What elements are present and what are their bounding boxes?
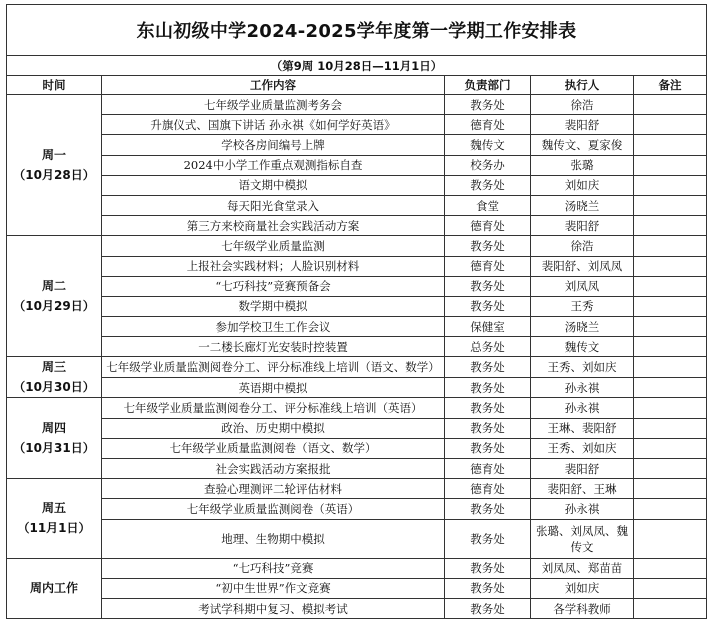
task-content: 英语期中模拟 <box>102 377 445 398</box>
task-content: 社会实践活动方案报批 <box>102 459 445 479</box>
week-range: （第9周 10月28日—11月1日） <box>7 56 707 76</box>
task-dept: 教务处 <box>445 276 531 296</box>
task-note <box>634 95 707 115</box>
day-cell <box>7 357 102 398</box>
task-dept: 教务处 <box>445 558 531 578</box>
task-note <box>634 438 707 458</box>
table-row <box>7 135 707 155</box>
task-person: 裴阳舒 <box>531 459 634 479</box>
task-dept: 教务处 <box>445 398 531 418</box>
task-note <box>634 175 707 195</box>
task-person: 汤晓兰 <box>531 195 634 215</box>
task-person: 王琳、裴阳舒 <box>531 418 634 438</box>
table-row <box>7 236 707 256</box>
task-person: 徐浩 <box>531 236 634 256</box>
task-person: 张璐、刘凤凤、魏传文 <box>531 519 634 558</box>
task-content: 七年级学业质量监测考务会 <box>102 95 445 115</box>
day-name: 周一 <box>41 148 66 163</box>
day-name: 周内工作 <box>29 581 78 596</box>
table-row <box>7 499 707 519</box>
task-note <box>634 357 707 378</box>
task-person: 王秀 <box>531 296 634 316</box>
task-note <box>634 236 707 256</box>
task-dept: 教务处 <box>445 519 531 558</box>
task-note <box>634 317 707 337</box>
table-row <box>7 459 707 479</box>
task-note <box>634 115 707 135</box>
task-note <box>634 398 707 418</box>
task-dept: 教务处 <box>445 175 531 195</box>
table-row <box>7 317 707 337</box>
day-date: （10月28日） <box>13 168 95 183</box>
table-row <box>7 357 707 378</box>
header-row <box>7 76 707 95</box>
task-content: 地理、生物期中模拟 <box>102 519 445 558</box>
task-note <box>634 418 707 438</box>
day-name: 周二 <box>41 279 66 294</box>
task-person: 裴阳舒 <box>531 115 634 135</box>
task-content: 第三方来校商量社会实践活动方案 <box>102 216 445 236</box>
table-row <box>7 256 707 276</box>
day-name: 周四 <box>41 421 66 436</box>
task-person: 王秀、刘如庆 <box>531 357 634 378</box>
day-date: （11月1日） <box>17 521 91 536</box>
table-row <box>7 195 707 215</box>
day-date: （10月30日） <box>13 380 95 395</box>
task-dept: 保健室 <box>445 317 531 337</box>
table-row <box>7 95 707 115</box>
task-content: 七年级学业质量监测阅卷分工、评分标准线上培训（语文、数学） <box>102 357 445 378</box>
task-content: 数学期中模拟 <box>102 296 445 316</box>
task-dept: 教务处 <box>445 578 531 598</box>
task-dept: 总务处 <box>445 337 531 357</box>
task-person: 魏传文 <box>531 337 634 357</box>
table-row <box>7 155 707 175</box>
task-content: 每天阳光食堂录入 <box>102 195 445 215</box>
task-person: 刘凤凤 <box>531 276 634 296</box>
table-row <box>7 115 707 135</box>
day-date: （10月29日） <box>13 299 95 314</box>
task-dept: 教务处 <box>445 357 531 378</box>
task-dept: 教务处 <box>445 296 531 316</box>
task-note <box>634 598 707 618</box>
task-person: 裴阳舒、王琳 <box>531 479 634 499</box>
day-cell <box>7 236 102 357</box>
task-person: 刘如庆 <box>531 175 634 195</box>
task-content: 参加学校卫生工作会议 <box>102 317 445 337</box>
task-note <box>634 459 707 479</box>
task-content: 七年级学业质量监测阅卷（语文、数学） <box>102 438 445 458</box>
task-person: 裴阳舒 <box>531 216 634 236</box>
day-name: 周三 <box>41 360 66 375</box>
table-row <box>7 438 707 458</box>
task-content: 语文期中模拟 <box>102 175 445 195</box>
task-note <box>634 499 707 519</box>
task-note <box>634 135 707 155</box>
table-row <box>7 479 707 499</box>
task-note <box>634 256 707 276</box>
task-dept: 德育处 <box>445 459 531 479</box>
task-content: “七巧科技”竞赛预备会 <box>102 276 445 296</box>
task-content: 政治、历史期中模拟 <box>102 418 445 438</box>
table-row <box>7 598 707 618</box>
task-content: 上报社会实践材料；人脸识别材料 <box>102 256 445 276</box>
task-dept: 教务处 <box>445 95 531 115</box>
task-content: 考试学科期中复习、模拟考试 <box>102 598 445 618</box>
page-title: 东山初级中学2024-2025学年度第一学期工作安排表 <box>7 5 707 56</box>
table-row <box>7 398 707 418</box>
task-person: 张璐 <box>531 155 634 175</box>
table-row <box>7 216 707 236</box>
task-note <box>634 195 707 215</box>
task-dept: 德育处 <box>445 216 531 236</box>
task-dept: 德育处 <box>445 256 531 276</box>
header-content: 工作内容 <box>102 76 445 95</box>
task-person: 徐浩 <box>531 95 634 115</box>
task-note <box>634 155 707 175</box>
table-row <box>7 578 707 598</box>
task-person: 汤晓兰 <box>531 317 634 337</box>
task-person: 孙永祺 <box>531 499 634 519</box>
task-content: 查验心理测评二轮评估材料 <box>102 479 445 499</box>
table-row <box>7 519 707 558</box>
task-person: 孙永祺 <box>531 398 634 418</box>
header-dept: 负责部门 <box>445 76 531 95</box>
task-note <box>634 519 707 558</box>
day-cell <box>7 95 102 236</box>
day-cell <box>7 479 102 558</box>
task-content: 2024中小学工作重点观测指标自查 <box>102 155 445 175</box>
header-time: 时间 <box>7 76 102 95</box>
task-person: 魏传文、夏家俊 <box>531 135 634 155</box>
task-note <box>634 337 707 357</box>
table-row <box>7 276 707 296</box>
task-note <box>634 578 707 598</box>
task-note <box>634 558 707 578</box>
task-dept: 德育处 <box>445 115 531 135</box>
table-row <box>7 558 707 578</box>
task-person: 各学科教师 <box>531 598 634 618</box>
task-person: 刘如庆 <box>531 578 634 598</box>
day-cell <box>7 558 102 619</box>
day-date: （10月31日） <box>13 441 95 456</box>
schedule-sheet <box>6 4 706 619</box>
task-content: 升旗仪式、国旗下讲话 孙永祺《如何学好英语》 <box>102 115 445 135</box>
table-row <box>7 337 707 357</box>
task-dept: 校务办 <box>445 155 531 175</box>
task-dept: 教务处 <box>445 598 531 618</box>
table-row <box>7 418 707 438</box>
task-person: 孙永祺 <box>531 377 634 398</box>
task-dept: 魏传文 <box>445 135 531 155</box>
task-content: 七年级学业质量监测 <box>102 236 445 256</box>
header-person: 执行人 <box>531 76 634 95</box>
task-dept: 德育处 <box>445 479 531 499</box>
task-person: 王秀、刘如庆 <box>531 438 634 458</box>
day-cell <box>7 398 102 479</box>
task-note <box>634 377 707 398</box>
task-person: 刘凤凤、郑苗苗 <box>531 558 634 578</box>
task-note <box>634 479 707 499</box>
task-dept: 教务处 <box>445 418 531 438</box>
day-name: 周五 <box>41 501 66 516</box>
task-note <box>634 276 707 296</box>
task-person: 裴阳舒、刘凤凤 <box>531 256 634 276</box>
task-dept: 教务处 <box>445 499 531 519</box>
task-dept: 教务处 <box>445 236 531 256</box>
task-content: 七年级学业质量监测阅卷分工、评分标准线上培训（英语） <box>102 398 445 418</box>
task-content: “初中生世界”作文竞赛 <box>102 578 445 598</box>
table-row <box>7 377 707 398</box>
task-content: “七巧科技”竞赛 <box>102 558 445 578</box>
task-dept: 教务处 <box>445 377 531 398</box>
task-dept: 教务处 <box>445 438 531 458</box>
task-note <box>634 296 707 316</box>
task-dept: 食堂 <box>445 195 531 215</box>
task-content: 学校各房间编号上牌 <box>102 135 445 155</box>
task-content: 一二楼长廊灯光安装时控装置 <box>102 337 445 357</box>
table-row <box>7 296 707 316</box>
schedule-table <box>6 4 707 619</box>
table-row <box>7 175 707 195</box>
header-note: 备注 <box>634 76 707 95</box>
task-note <box>634 216 707 236</box>
task-content: 七年级学业质量监测阅卷（英语） <box>102 499 445 519</box>
